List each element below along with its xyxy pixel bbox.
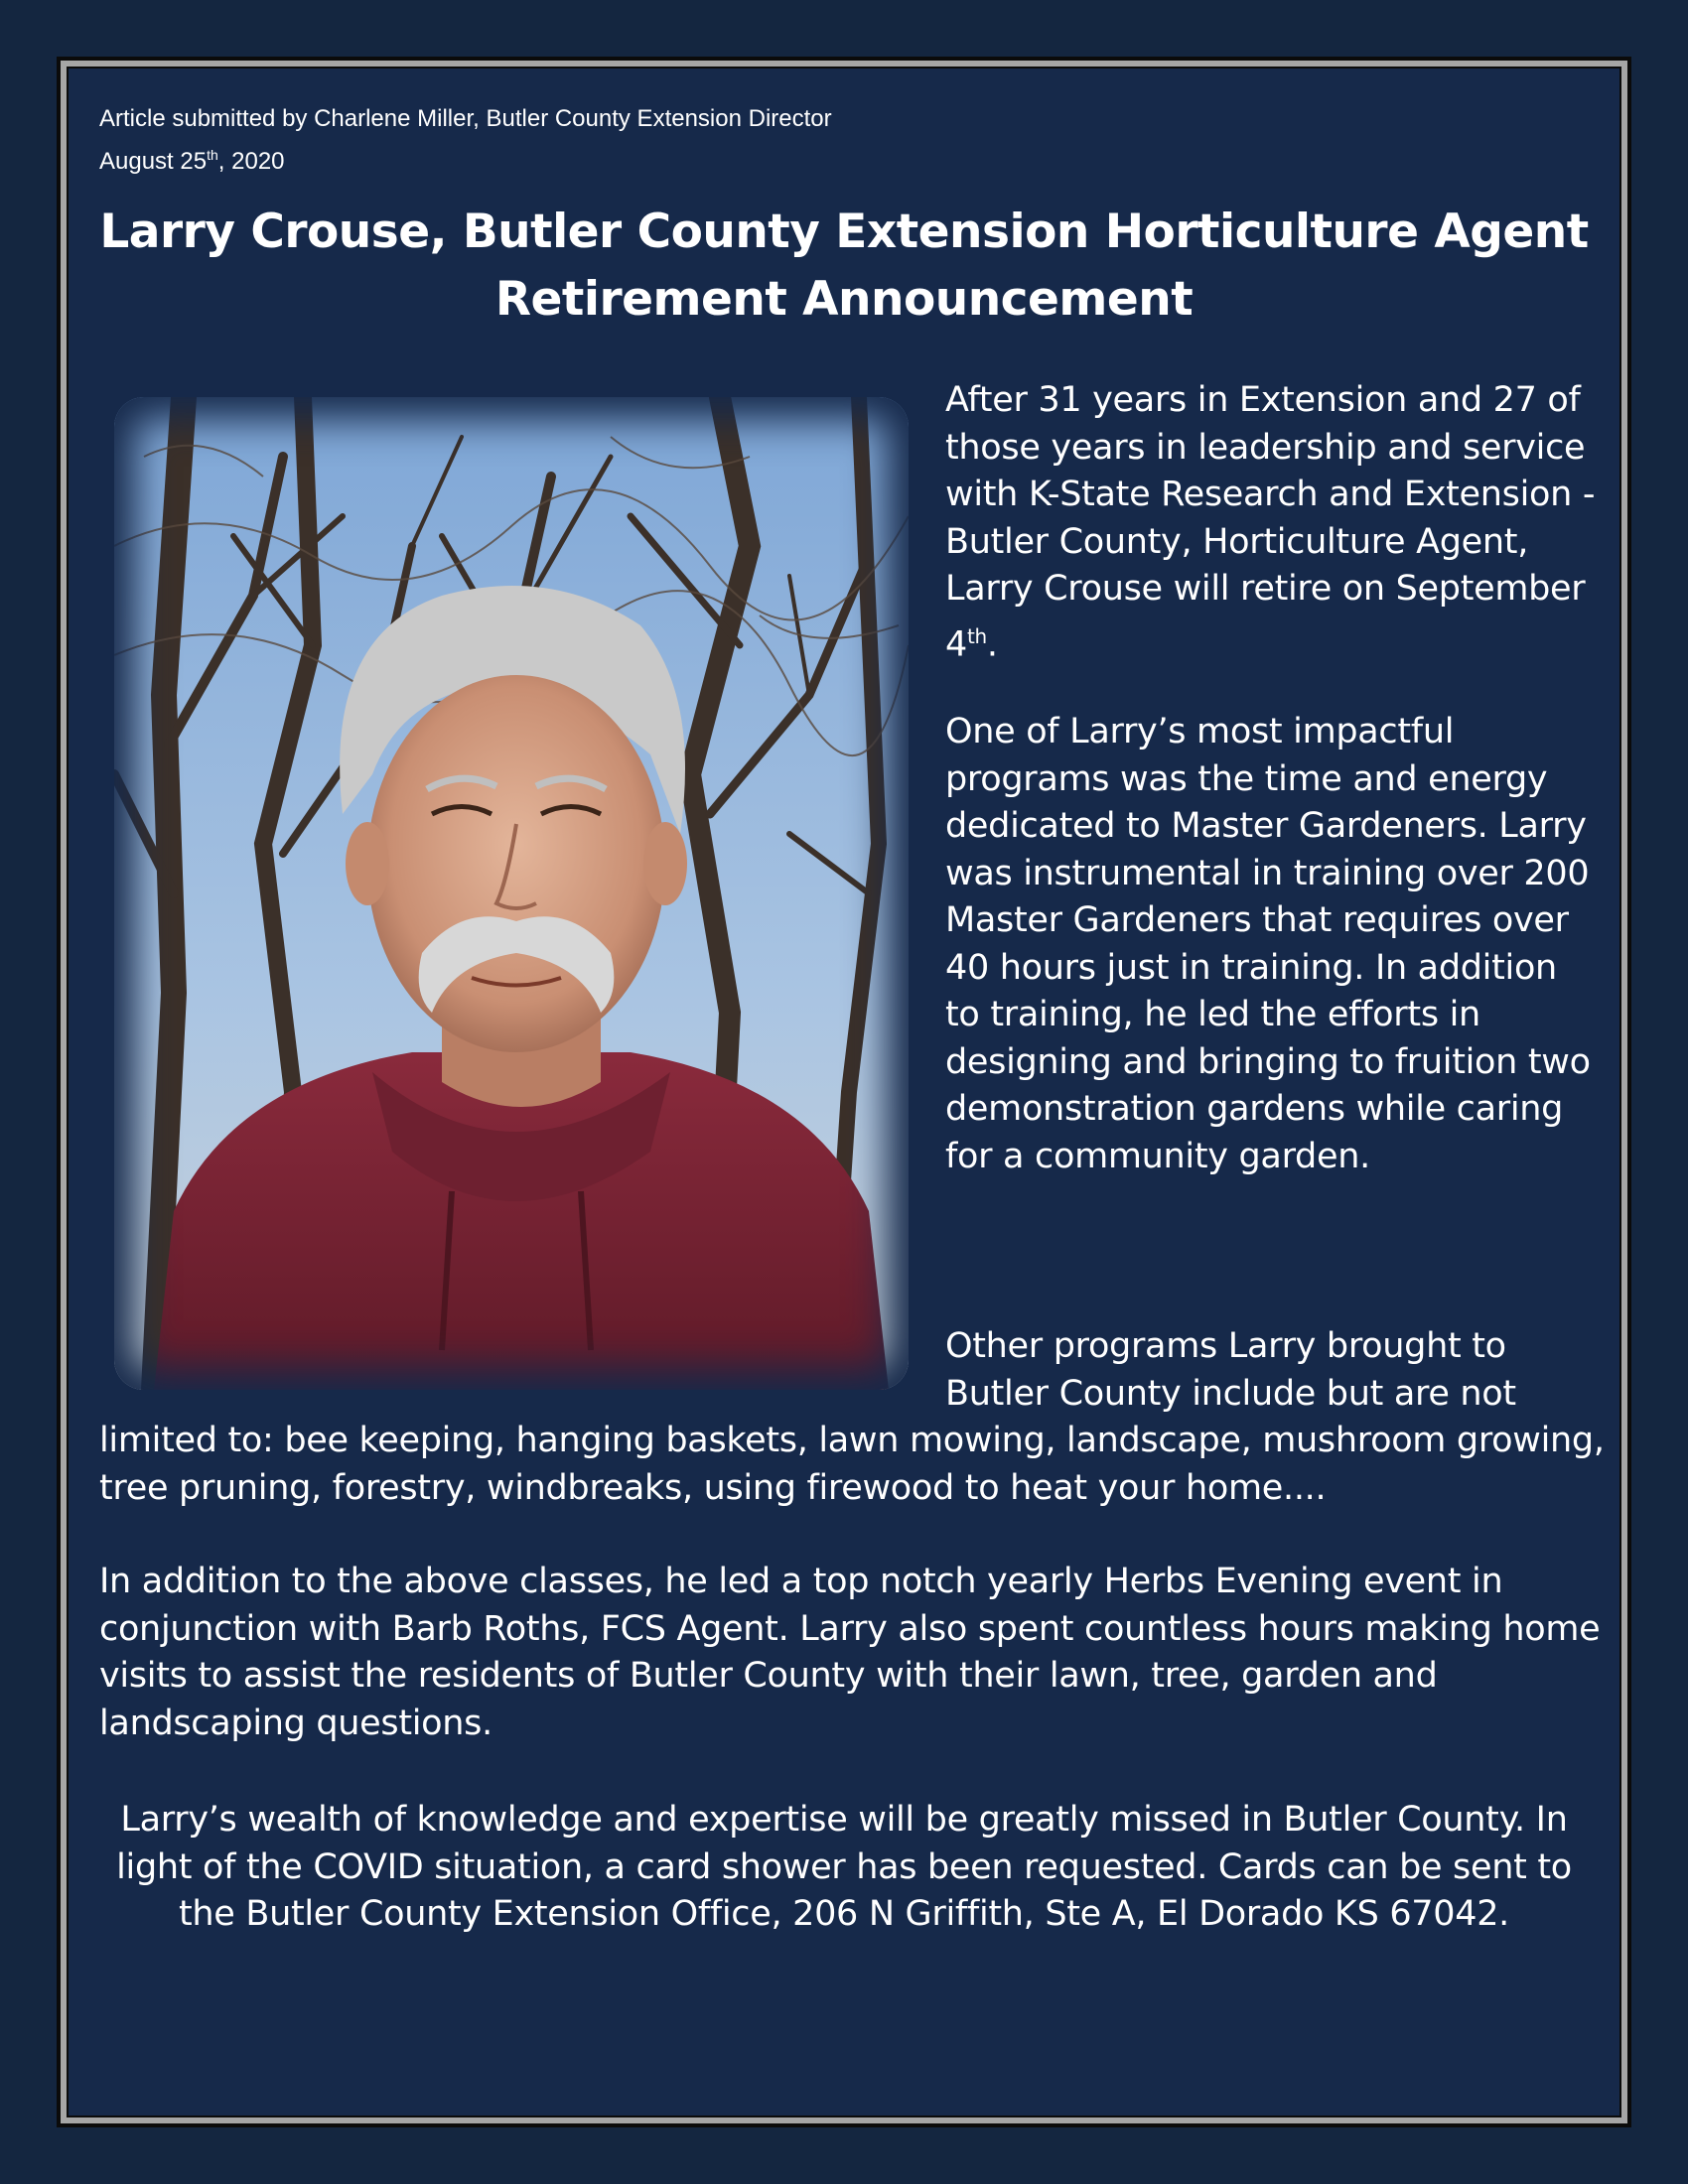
paragraph-1: After 31 years in Extension and 27 of those years in leadership and service with K-State Research and Extension - Butler County, Horticulture Agent, Larry Crouse will retire on September 4th. [945,380,1596,665]
paragraph-3-continued: limited to: bee keeping, hanging baskets, lawn mowing, landscape, mushroom growing, tree pruning, forestry, windbreaks, using firewood to heat your home.... [99,1421,1605,1508]
byline [99,101,832,180]
byline-author: Article submitted by Charlene Miller, Butler County Extension Director [99,105,832,132]
paragraph-5-closing: Larry’s wealth of knowledge and expertise will be greatly missed in Butler County. In light of the COVID situation, a card shower has been requested. Cards can be sent to the Butler County Extension Office, 206 N Griffith, Ste A, El Dorado KS 67042. [116,1800,1572,1934]
page-title [79,199,1609,334]
portrait-photo [114,397,909,1390]
paragraph-4: In addition to the above classes, he led a top notch yearly Herbs Evening event in conjunction with Barb Roths, FCS Agent. Larry also spent countless hours making home visits to assist the residents of Butler County with their lawn, tree, garden and landscaping questions. [99,1562,1601,1743]
title-line-2: Retirement Announcement [494,272,1194,327]
title-line-1: Larry Crouse, Butler County Extension Horticulture Agent [99,205,1589,259]
paragraph-2: One of Larry’s most impactful programs was the time and energy dedicated to Master Gardeners. Larry was instrumental in training over 200 Master Gardeners that requires over 40 hours just in training. In addition to training, he led the efforts in designing and bringing to fruition two demonstration gardens while caring for a community garden. [945,712,1591,1176]
byline-date: August 25th, 2020 [99,147,285,175]
paragraph-3-start: Other programs Larry brought to Butler County include but are not [945,1326,1516,1414]
